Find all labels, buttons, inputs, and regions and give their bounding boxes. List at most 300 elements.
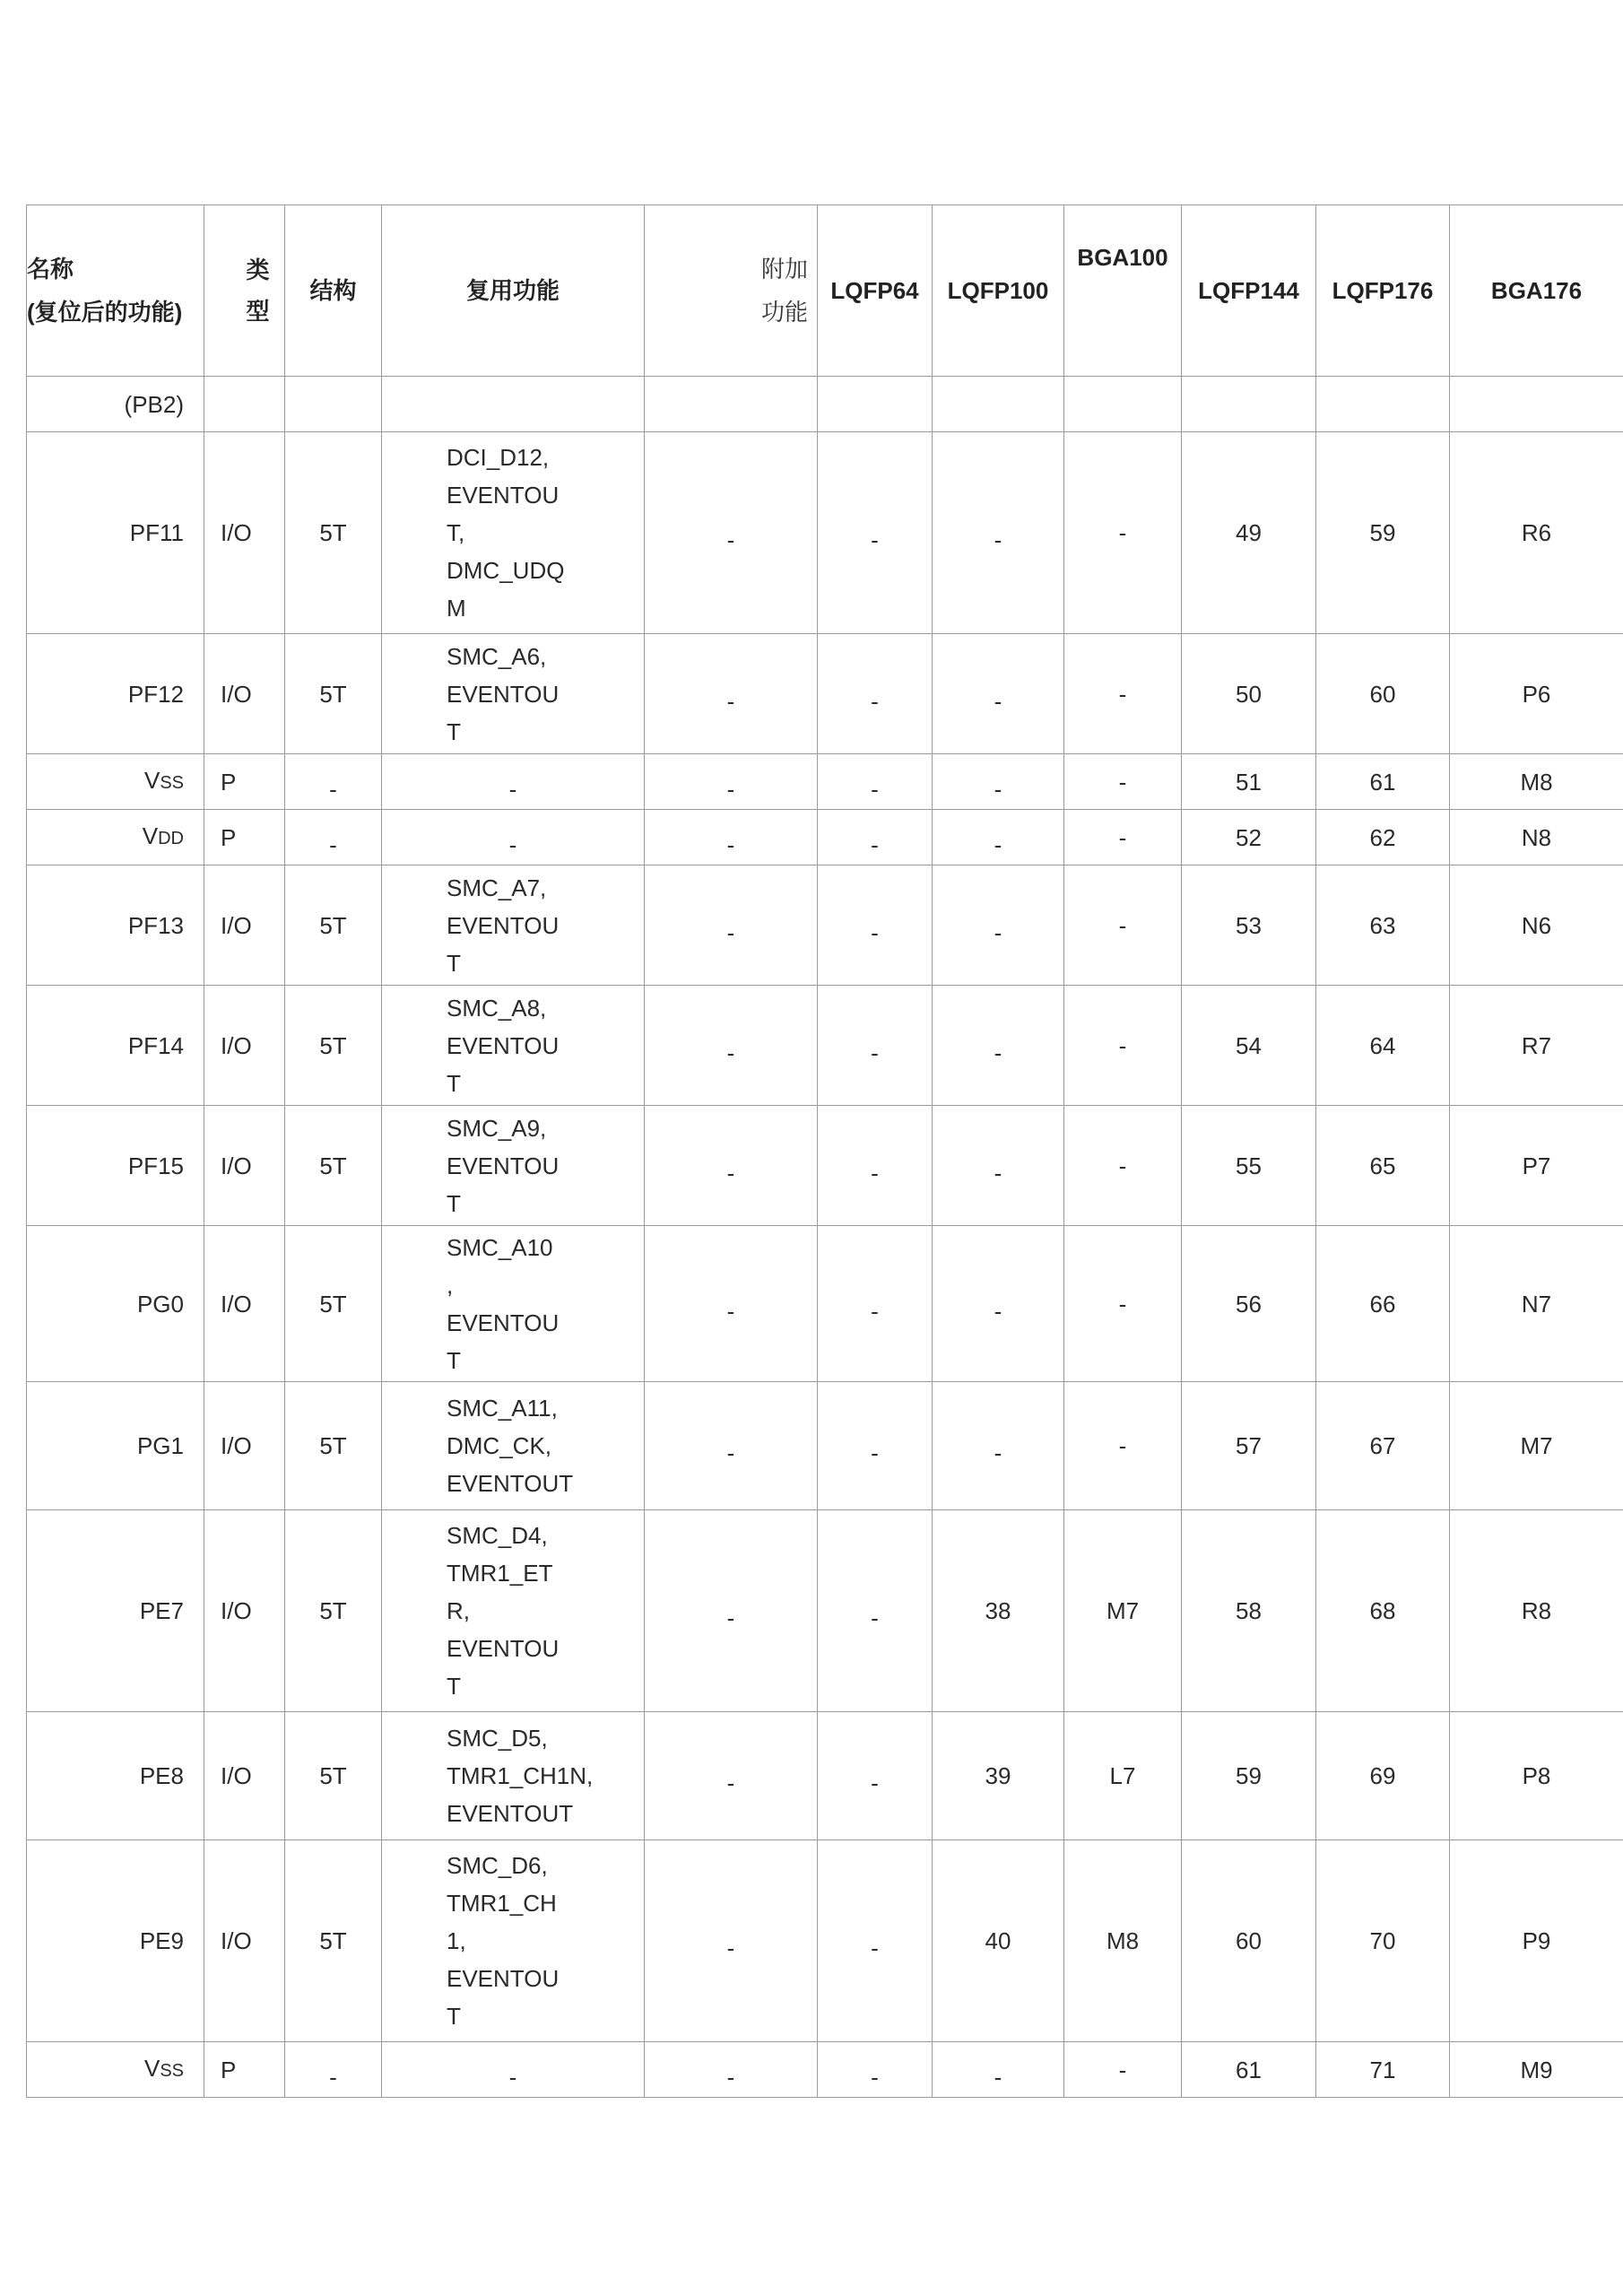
alt-function-line: M (447, 595, 466, 622)
cell-lqfp144-value: 60 (1236, 1927, 1262, 1954)
alt-function-line: - (508, 2063, 517, 2091)
cell-lqfp176-value: 62 (1369, 823, 1396, 851)
table-row (27, 810, 1623, 865)
header-bga100: BGA100 (1064, 205, 1182, 377)
cell-add (645, 2042, 818, 2098)
cell-bga176 (1450, 1382, 1623, 1510)
cell-name: PE9 (27, 1840, 204, 2042)
cell-lqfp144-value: 58 (1236, 1597, 1262, 1624)
cell-lqfp176 (1316, 1226, 1450, 1382)
cell-structure (285, 1712, 382, 1840)
cell-type: I/O (204, 1382, 285, 1510)
cell-lqfp144 (1182, 1840, 1316, 2042)
cell-lqfp176-value: 67 (1369, 1432, 1396, 1459)
cell-bga176 (1450, 986, 1623, 1106)
cell-bga100-value: - (1118, 768, 1127, 796)
cell-lqfp176-value: 69 (1369, 1762, 1396, 1789)
cell-lqfp176 (1316, 1712, 1450, 1840)
alt-function-line: SMC_D5, (447, 1725, 548, 1752)
cell-lqfp176-value: 61 (1369, 768, 1396, 796)
cell-bga100-value: - (1118, 1152, 1127, 1179)
cell-add (645, 754, 818, 810)
cell-lqfp64-value: - (871, 918, 879, 946)
cell-alt-function (382, 1840, 645, 2042)
cell-structure-value: 5T (319, 1597, 347, 1624)
cell-structure (285, 1106, 382, 1226)
alt-function-line: T (447, 1346, 461, 1374)
cell-add-value: - (726, 1935, 735, 1961)
cell-bga176-value: P8 (1522, 1762, 1551, 1789)
alt-function-line: EVENTOU (447, 1309, 560, 1336)
cell-alt-function (382, 1712, 645, 1840)
cell-empty (382, 377, 645, 432)
cell-lqfp100 (933, 2042, 1064, 2098)
table-row (27, 986, 1623, 1106)
table-header-row (27, 205, 1623, 377)
cell-lqfp64-value: - (871, 1039, 879, 1066)
cell-add (645, 810, 818, 865)
cell-lqfp176-value: 71 (1369, 2056, 1396, 2083)
cell-lqfp144-value: 53 (1236, 911, 1262, 939)
cell-add (645, 1106, 818, 1226)
cell-lqfp144 (1182, 432, 1316, 634)
cell-alt-function (382, 1226, 645, 1382)
cell-bga176 (1450, 634, 1623, 754)
table-row (27, 1712, 1623, 1840)
cell-lqfp144 (1182, 1510, 1316, 1712)
header-lqfp100: LQFP100 (933, 205, 1064, 377)
alt-function-line: DMC_CK, (447, 1432, 552, 1459)
cell-add-value: - (726, 918, 735, 946)
cell-add-value: - (726, 1159, 735, 1187)
cell-add-value: - (726, 526, 735, 553)
cell-lqfp64 (818, 2042, 933, 2098)
table-row (27, 634, 1623, 754)
cell-lqfp64 (818, 865, 933, 986)
cell-empty (1316, 377, 1450, 432)
cell-add-value: - (726, 687, 735, 715)
cell-alt-function (382, 634, 645, 754)
cell-type: I/O (204, 1106, 285, 1226)
cell-lqfp100-value: 38 (985, 1597, 1011, 1624)
header-structure: 结构 (285, 205, 382, 377)
header-add-func: 附加功能 (645, 205, 818, 377)
table-row (27, 754, 1623, 810)
cell-lqfp176 (1316, 986, 1450, 1106)
alt-function-line: DCI_D12, (447, 444, 550, 471)
cell-structure (285, 1840, 382, 2042)
cell-name-subscript: SS (160, 2061, 184, 2081)
cell-type: I/O (204, 1226, 285, 1382)
cell-lqfp176 (1316, 810, 1450, 865)
cell-lqfp100 (933, 1226, 1064, 1382)
table-row (27, 1510, 1623, 1712)
alt-function-line: EVENTOU (447, 482, 560, 509)
header-name-line2: (复位后的功能) (27, 299, 183, 326)
cell-lqfp100-value: - (994, 687, 1002, 715)
cell-lqfp176 (1316, 865, 1450, 986)
cell-structure (285, 810, 382, 865)
cell-structure (285, 1226, 382, 1382)
cell-bga100-value: - (1118, 1290, 1127, 1318)
cell-add-value: - (726, 1439, 735, 1466)
cell-lqfp100-value: - (994, 831, 1002, 858)
cell-name (27, 2042, 204, 2098)
cell-alt-function (382, 2042, 645, 2098)
cell-name (27, 754, 204, 810)
cell-lqfp100-value: - (994, 1297, 1002, 1325)
cell-bga100 (1064, 865, 1182, 986)
alt-function-line: SMC_D6, (447, 1852, 548, 1879)
cell-lqfp100-value: - (994, 775, 1002, 803)
cell-lqfp64 (818, 1382, 933, 1510)
cell-lqfp100 (933, 754, 1064, 810)
cell-lqfp144 (1182, 865, 1316, 986)
cell-add (645, 1840, 818, 2042)
cell-lqfp100-value: - (994, 526, 1002, 553)
cell-bga176-value: N6 (1521, 911, 1552, 939)
header-bga176: BGA176 (1450, 205, 1623, 377)
alt-function-line: T (447, 1189, 461, 1217)
alt-function-line: - (508, 775, 517, 803)
alt-function-line: 1, (447, 1927, 466, 1954)
cell-lqfp64-value: - (871, 775, 879, 803)
header-lqfp64: LQFP64 (818, 205, 933, 377)
cell-lqfp64 (818, 754, 933, 810)
cell-lqfp100 (933, 1382, 1064, 1510)
cell-add-value: - (726, 775, 735, 803)
cell-alt-function (382, 1510, 645, 1712)
alt-function-line: EVENTOU (447, 1152, 560, 1179)
header-name-line1: 名称 (27, 256, 74, 283)
cell-lqfp176 (1316, 754, 1450, 810)
cell-lqfp100-value: - (994, 918, 1002, 946)
cell-structure (285, 1382, 382, 1510)
cell-lqfp144-value: 50 (1236, 680, 1262, 708)
cell-lqfp144-value: 59 (1236, 1762, 1262, 1789)
cell-type: P (204, 810, 285, 865)
cell-name: PF12 (27, 634, 204, 754)
header-type-line2: 型 (246, 298, 270, 325)
cell-bga100 (1064, 1226, 1182, 1382)
cell-lqfp100 (933, 810, 1064, 865)
header-type (204, 205, 285, 377)
cell-type: I/O (204, 986, 285, 1106)
cell-name: PG1 (27, 1382, 204, 1510)
cell-structure-value: 5T (319, 911, 347, 939)
cell-lqfp100-value: - (994, 2063, 1002, 2091)
cell-lqfp176-value: 65 (1369, 1152, 1396, 1179)
cell-lqfp100 (933, 1712, 1064, 1840)
cell-alt-function (382, 432, 645, 634)
alt-function-line: EVENTOU (447, 911, 560, 939)
cell-add (645, 986, 818, 1106)
cell-lqfp64-value: - (871, 1159, 879, 1187)
cell-name: PE8 (27, 1712, 204, 1840)
cell-lqfp144 (1182, 2042, 1316, 2098)
cell-add (645, 634, 818, 754)
cell-type: I/O (204, 634, 285, 754)
cell-bga100-value: L7 (1109, 1762, 1136, 1789)
cell-lqfp100-value: 39 (985, 1762, 1011, 1789)
cell-type: I/O (204, 432, 285, 634)
cell-bga100 (1064, 1712, 1182, 1840)
alt-function-line: SMC_A11, (447, 1395, 558, 1422)
cell-bga100 (1064, 1382, 1182, 1510)
cell-lqfp64-value: - (871, 1439, 879, 1466)
pin-definition-table (26, 204, 1623, 2098)
alt-function-line: SMC_A8, (447, 994, 547, 1022)
cell-bga100-value: - (1118, 519, 1127, 546)
cell-lqfp144-value: 61 (1236, 2056, 1262, 2083)
cell-lqfp64-value: - (871, 526, 879, 553)
cell-lqfp144-value: 56 (1236, 1290, 1262, 1318)
cell-structure-value: - (329, 775, 337, 803)
cell-bga176 (1450, 2042, 1623, 2098)
alt-function-line: EVENTOU (447, 1031, 560, 1059)
alt-function-line: SMC_D4, (447, 1522, 548, 1549)
cell-add-value: - (726, 1297, 735, 1325)
continuation-row (27, 377, 1623, 432)
alt-function-line: - (508, 831, 517, 858)
cell-add-value: - (726, 1039, 735, 1066)
cell-lqfp64-value: - (871, 1297, 879, 1325)
cell-lqfp64 (818, 810, 933, 865)
cell-bga176-value: P7 (1522, 1152, 1551, 1179)
cell-lqfp176-value: 66 (1369, 1290, 1396, 1318)
alt-function-line: EVENTOUT (447, 1470, 574, 1497)
table-row (27, 1226, 1623, 1382)
cell-bga100 (1064, 1106, 1182, 1226)
alt-function-line: T (447, 949, 461, 977)
cell-lqfp176 (1316, 1382, 1450, 1510)
alt-function-line: T (447, 1069, 461, 1097)
cell-lqfp144 (1182, 986, 1316, 1106)
cell-name: PF13 (27, 865, 204, 986)
cell-add (645, 1712, 818, 1840)
cell-bga100-value: M7 (1106, 1597, 1140, 1624)
cell-lqfp176 (1316, 634, 1450, 754)
header-alt-func: 复用功能 (382, 205, 645, 377)
cell-structure-value: 5T (319, 1432, 347, 1459)
cell-lqfp144 (1182, 634, 1316, 754)
alt-function-line: SMC_A10 (447, 1233, 553, 1261)
cell-bga100-value: - (1118, 2056, 1127, 2083)
cell-lqfp100 (933, 432, 1064, 634)
cell-structure-value: 5T (319, 1927, 347, 1954)
cell-lqfp100 (933, 634, 1064, 754)
cell-bga100 (1064, 1510, 1182, 1712)
alt-function-line: TMR1_CH1N, (447, 1762, 594, 1789)
table-row (27, 1382, 1623, 1510)
cell-lqfp64-value: - (871, 2063, 879, 2091)
cell-add (645, 1382, 818, 1510)
table-row (27, 865, 1623, 986)
cell-empty (285, 377, 382, 432)
cell-structure (285, 754, 382, 810)
cell-alt-function (382, 865, 645, 986)
cell-type: I/O (204, 1840, 285, 2042)
cell-structure-value: 5T (319, 1031, 347, 1059)
cell-bga176-value: R6 (1521, 519, 1552, 546)
cell-lqfp64-value: - (871, 1605, 879, 1631)
cell-bga176 (1450, 1106, 1623, 1226)
cell-structure (285, 432, 382, 634)
cell-bga100-value: - (1118, 911, 1127, 939)
cell-bga176-value: M9 (1520, 2056, 1553, 2083)
cell-lqfp64-value: - (871, 687, 879, 715)
cell-lqfp144 (1182, 1226, 1316, 1382)
cell-lqfp64 (818, 634, 933, 754)
cell-structure-value: 5T (319, 1290, 347, 1318)
cell-lqfp144-value: 57 (1236, 1432, 1262, 1459)
cell-bga100 (1064, 432, 1182, 634)
cell-structure (285, 634, 382, 754)
cell-lqfp144-value: 52 (1236, 823, 1262, 851)
cell-empty (933, 377, 1064, 432)
cell-bga176-value: P6 (1522, 680, 1551, 708)
cell-name-main: V (142, 822, 159, 849)
cell-bga176 (1450, 810, 1623, 865)
cell-name: PF15 (27, 1106, 204, 1226)
cell-lqfp144 (1182, 754, 1316, 810)
cell-lqfp100-value: - (994, 1039, 1002, 1066)
alt-function-line: T (447, 2003, 461, 2030)
cell-lqfp144 (1182, 1106, 1316, 1226)
cell-bga176-value: M7 (1520, 1432, 1553, 1459)
alt-function-line: EVENTOU (447, 680, 560, 708)
cell-name-main: V (143, 767, 161, 794)
cell-empty (645, 377, 818, 432)
table-row (27, 2042, 1623, 2098)
cell-structure-value: 5T (319, 1152, 347, 1179)
alt-function-line: TMR1_CH (447, 1890, 557, 1917)
alt-function-line: EVENTOUT (447, 1800, 574, 1827)
cell-bga176-value: P9 (1522, 1927, 1551, 1954)
cell-name (27, 810, 204, 865)
cell-bga176 (1450, 865, 1623, 986)
cell-bga100 (1064, 2042, 1182, 2098)
cell-bga100 (1064, 634, 1182, 754)
cell-bga100-value: - (1118, 1432, 1127, 1459)
alt-function-line: DMC_UDQ (447, 557, 565, 584)
alt-function-line: SMC_A6, (447, 642, 547, 670)
cell-structure (285, 986, 382, 1106)
cell-bga176 (1450, 432, 1623, 634)
cell-lqfp100-value: 40 (985, 1927, 1011, 1954)
cell-name-main: V (143, 2055, 161, 2082)
cell-bga100-value: - (1118, 823, 1127, 851)
cell-alt-function (382, 986, 645, 1106)
alt-function-line: TMR1_ET (447, 1560, 553, 1587)
cell-lqfp64 (818, 986, 933, 1106)
cell-lqfp144 (1182, 1712, 1316, 1840)
cell-structure-value: - (329, 2063, 337, 2091)
cell-add (645, 1510, 818, 1712)
header-lqfp144: LQFP144 (1182, 205, 1316, 377)
alt-function-line: T (447, 718, 461, 745)
cell-bga176 (1450, 1226, 1623, 1382)
alt-function-line: , (447, 1271, 454, 1299)
alt-function-line: R, (447, 1597, 470, 1624)
cell-lqfp176-value: 64 (1369, 1031, 1396, 1059)
cell-add (645, 1226, 818, 1382)
cell-lqfp176 (1316, 2042, 1450, 2098)
cell-lqfp176 (1316, 1840, 1450, 2042)
cell-name: PE7 (27, 1510, 204, 1712)
header-lqfp176: LQFP176 (1316, 205, 1450, 377)
alt-function-line: EVENTOU (447, 1965, 560, 1992)
alt-function-line: T, (447, 519, 465, 546)
cell-lqfp64 (818, 1226, 933, 1382)
cell-lqfp100 (933, 986, 1064, 1106)
cell-bga100 (1064, 754, 1182, 810)
cell-name: PF14 (27, 986, 204, 1106)
cell-lqfp176 (1316, 1106, 1450, 1226)
cell-bga176 (1450, 1510, 1623, 1712)
cell-lqfp176-value: 68 (1369, 1597, 1396, 1624)
cell-type: I/O (204, 1510, 285, 1712)
cell-bga100 (1064, 986, 1182, 1106)
cell-bga176 (1450, 1712, 1623, 1840)
cell-empty (1064, 377, 1182, 432)
cell-bga100 (1064, 1840, 1182, 2042)
cell-name-subscript: SS (160, 773, 184, 793)
cell-lqfp64 (818, 1712, 933, 1840)
cell-lqfp100 (933, 1106, 1064, 1226)
table-row (27, 432, 1623, 634)
cell-type: P (204, 2042, 285, 2098)
cell-bga176 (1450, 1840, 1623, 2042)
cell-lqfp64 (818, 1106, 933, 1226)
cell-lqfp64 (818, 1510, 933, 1712)
cell-lqfp144-value: 55 (1236, 1152, 1262, 1179)
cell-name-subscript: DD (158, 829, 184, 848)
cell-alt-function (382, 810, 645, 865)
cell-bga100-value: - (1118, 680, 1127, 708)
cell-bga176-value: R8 (1521, 1597, 1552, 1624)
cell-structure-value: - (329, 831, 337, 858)
cell-add-value: - (726, 2063, 735, 2091)
cell-lqfp144 (1182, 810, 1316, 865)
cell-structure (285, 2042, 382, 2098)
cell-lqfp176-value: 63 (1369, 911, 1396, 939)
cell-add-value: - (726, 831, 735, 858)
cell-lqfp100-value: - (994, 1159, 1002, 1187)
cell-lqfp64-value: - (871, 831, 879, 858)
cell-lqfp64-value: - (871, 1770, 879, 1796)
cell-structure-value: 5T (319, 519, 347, 546)
cell-lqfp100 (933, 1840, 1064, 2042)
cell-lqfp144-value: 51 (1236, 768, 1262, 796)
alt-function-line: SMC_A7, (447, 874, 547, 901)
cell-lqfp176-value: 59 (1369, 519, 1396, 546)
cell-lqfp64 (818, 432, 933, 634)
cell-lqfp144-value: 49 (1236, 519, 1262, 546)
table-row (27, 1840, 1623, 2042)
cell-alt-function (382, 1106, 645, 1226)
cell-structure-value: 5T (319, 1762, 347, 1789)
cell-lqfp176-value: 70 (1369, 1927, 1396, 1954)
cell-lqfp64 (818, 1840, 933, 2042)
cell-add-value: - (726, 1770, 735, 1796)
cell-lqfp144 (1182, 1382, 1316, 1510)
cell-bga176-value: M8 (1520, 768, 1553, 796)
cell-lqfp176 (1316, 432, 1450, 634)
cell-add (645, 865, 818, 986)
cell-name: (PB2) (27, 377, 204, 432)
cell-lqfp100 (933, 865, 1064, 986)
